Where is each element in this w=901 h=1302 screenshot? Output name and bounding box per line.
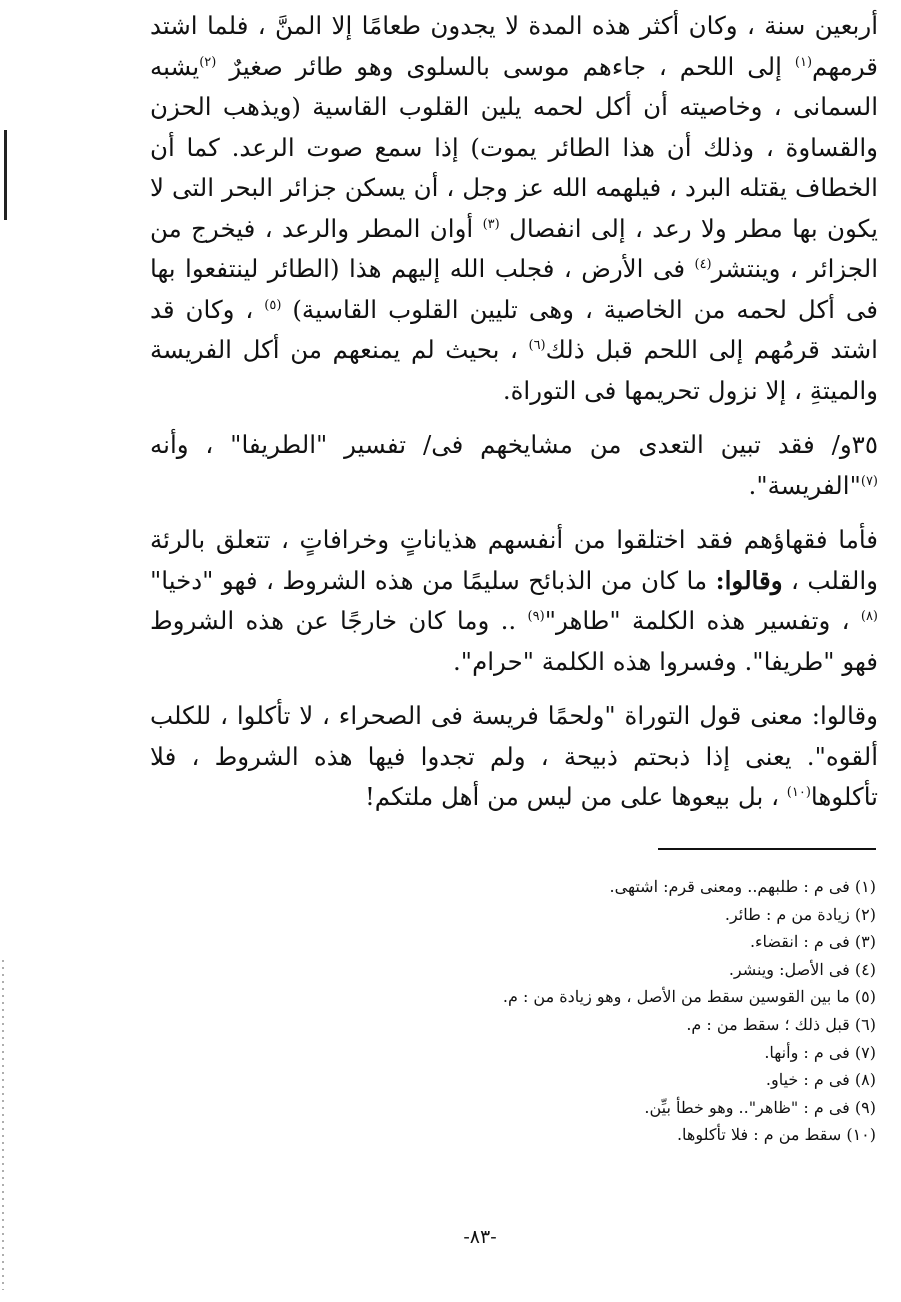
bold-term: وقالوا: xyxy=(715,565,783,595)
footnote-item: (٦) قبل ذلك ؛ سقط من : م. xyxy=(686,1014,876,1034)
footnotes xyxy=(300,873,876,1149)
footnote-item: (٢) زيادة من م : طائر. xyxy=(724,904,876,924)
footnote-ref-2: (٢) xyxy=(199,54,217,70)
main-text xyxy=(150,6,878,818)
footnote-ref-5: (٥) xyxy=(264,297,282,313)
footnote-separator xyxy=(658,848,876,850)
footnote-item: (٣) فى م : انقضاء. xyxy=(749,932,876,952)
footnote-item: (١٠) سقط من م : فلا تأكلوها. xyxy=(676,1125,876,1145)
paragraph-3: فأما فقهاؤهم فقد اختلقوا من أنفسهم هذياناتٍ وخرافاتٍ ، تتعلق بالرئة والقلب ، وقالوا: ما كان من الذبائح سليمًا من هذه الشروط ، فهو "دخيا"$^{(٨)}$ ، وتفسير هذه الكلمة "طاهر"$^{(٩)}$ .. وما كان خارجًا عن هذه الشروط فهو "طريفا". وفسروا هذه الكلمة "حرام". xyxy=(150,525,878,676)
footnote-item: (٩) فى م : "ظاهر".. وهو خطأ بيِّن. xyxy=(644,1097,876,1117)
footnote-item: (١) فى م : طلبهم.. ومعنى قرم: اشتهى. xyxy=(609,877,876,896)
footnote-item: (٨) فى م : خياو. xyxy=(765,1070,876,1090)
footnote-item: (٥) ما بين القوسين سقط من الأصل ، وهو زيادة من : م. xyxy=(502,987,876,1007)
footnote-item: (٧) فى م : وأنها. xyxy=(764,1042,876,1062)
footnote-ref-4: (٤) xyxy=(694,256,712,272)
footnote-ref-6: (٦) xyxy=(528,337,546,353)
paragraph-4: وقالوا: معنى قول التوراة "ولحمًا فريسة فى الصحراء ، لا تأكلوا ، للكلب ألقوه". يعنى إذا ذبحتم ذبيحة ، ولم تجدوا فيها هذه الشروط ، فلا تأكلوها$^{(١٠)}$ ، بل بيعوها على من ليس من أهل ملتكم! xyxy=(150,701,878,811)
footnote-ref-9: (٩) xyxy=(527,608,545,624)
footnote-ref-3: (٣) xyxy=(482,216,500,232)
footnote-ref-7: (٧) xyxy=(860,473,878,489)
page-number: -٨٣- xyxy=(463,1226,497,1248)
footnote-ref-8: (٨) xyxy=(860,608,878,624)
footnote-ref-1: (١) xyxy=(794,54,813,70)
scan-edge-mark xyxy=(4,130,7,220)
footnote-item: (٤) فى الأصل: وينشر. xyxy=(728,959,876,979)
paragraph-1: أربعين سنة ، وكان أكثر هذه المدة لا يجدون طعامًا إلا المنَّ ، فلما اشتد قرمهم$^{(١)}$ إلى اللحم ، جاءهم موسى بالسلوى وهو طائر صغيرٌ $^{(٢)}$يشبه السمانى ، وخاصيته أن أكل لحمه يلين القلوب القاسية (ويذهب الحزن والقساوة ، وذلك أن هذا الطائر يموت) إذا سمع صوت الرعد. كما أن الخطاف يقتله البرد ، فيلهمه الله عز وجل ، أن يسكن جزائر البحر التى لا يكون بها مطر ولا رعد ، إلى انفصال $^{(٣)}$ أوان المطر والرعد ، فيخرج من الجزائر ، وينتشر$^{(٤)}$ فى الأرض ، فجلب الله إليهم هذا (الطائر لينتفعوا بها فى أكل لحمه من الخاصية ، وهى تليين القلوب القاسية) $^{(٥)}$ ، وكان قد اشتد قرمُهم إلى اللحم قبل ذلك$^{(٦)}$ ، بحيث لم يمنعهم من أكل الفريسة والميتةِ ، إلا نزول تحريمها فى التوراة. xyxy=(150,11,878,405)
paragraph-2: ٣٥و/ فقد تبين التعدى من مشايخهم فى/ تفسير "الطريفا" ، وأنه $^{(٧)}$"الفريسة". xyxy=(150,430,878,500)
footnote-ref-10: (١٠) xyxy=(786,784,811,800)
scan-dotted-edge xyxy=(2,960,4,1290)
